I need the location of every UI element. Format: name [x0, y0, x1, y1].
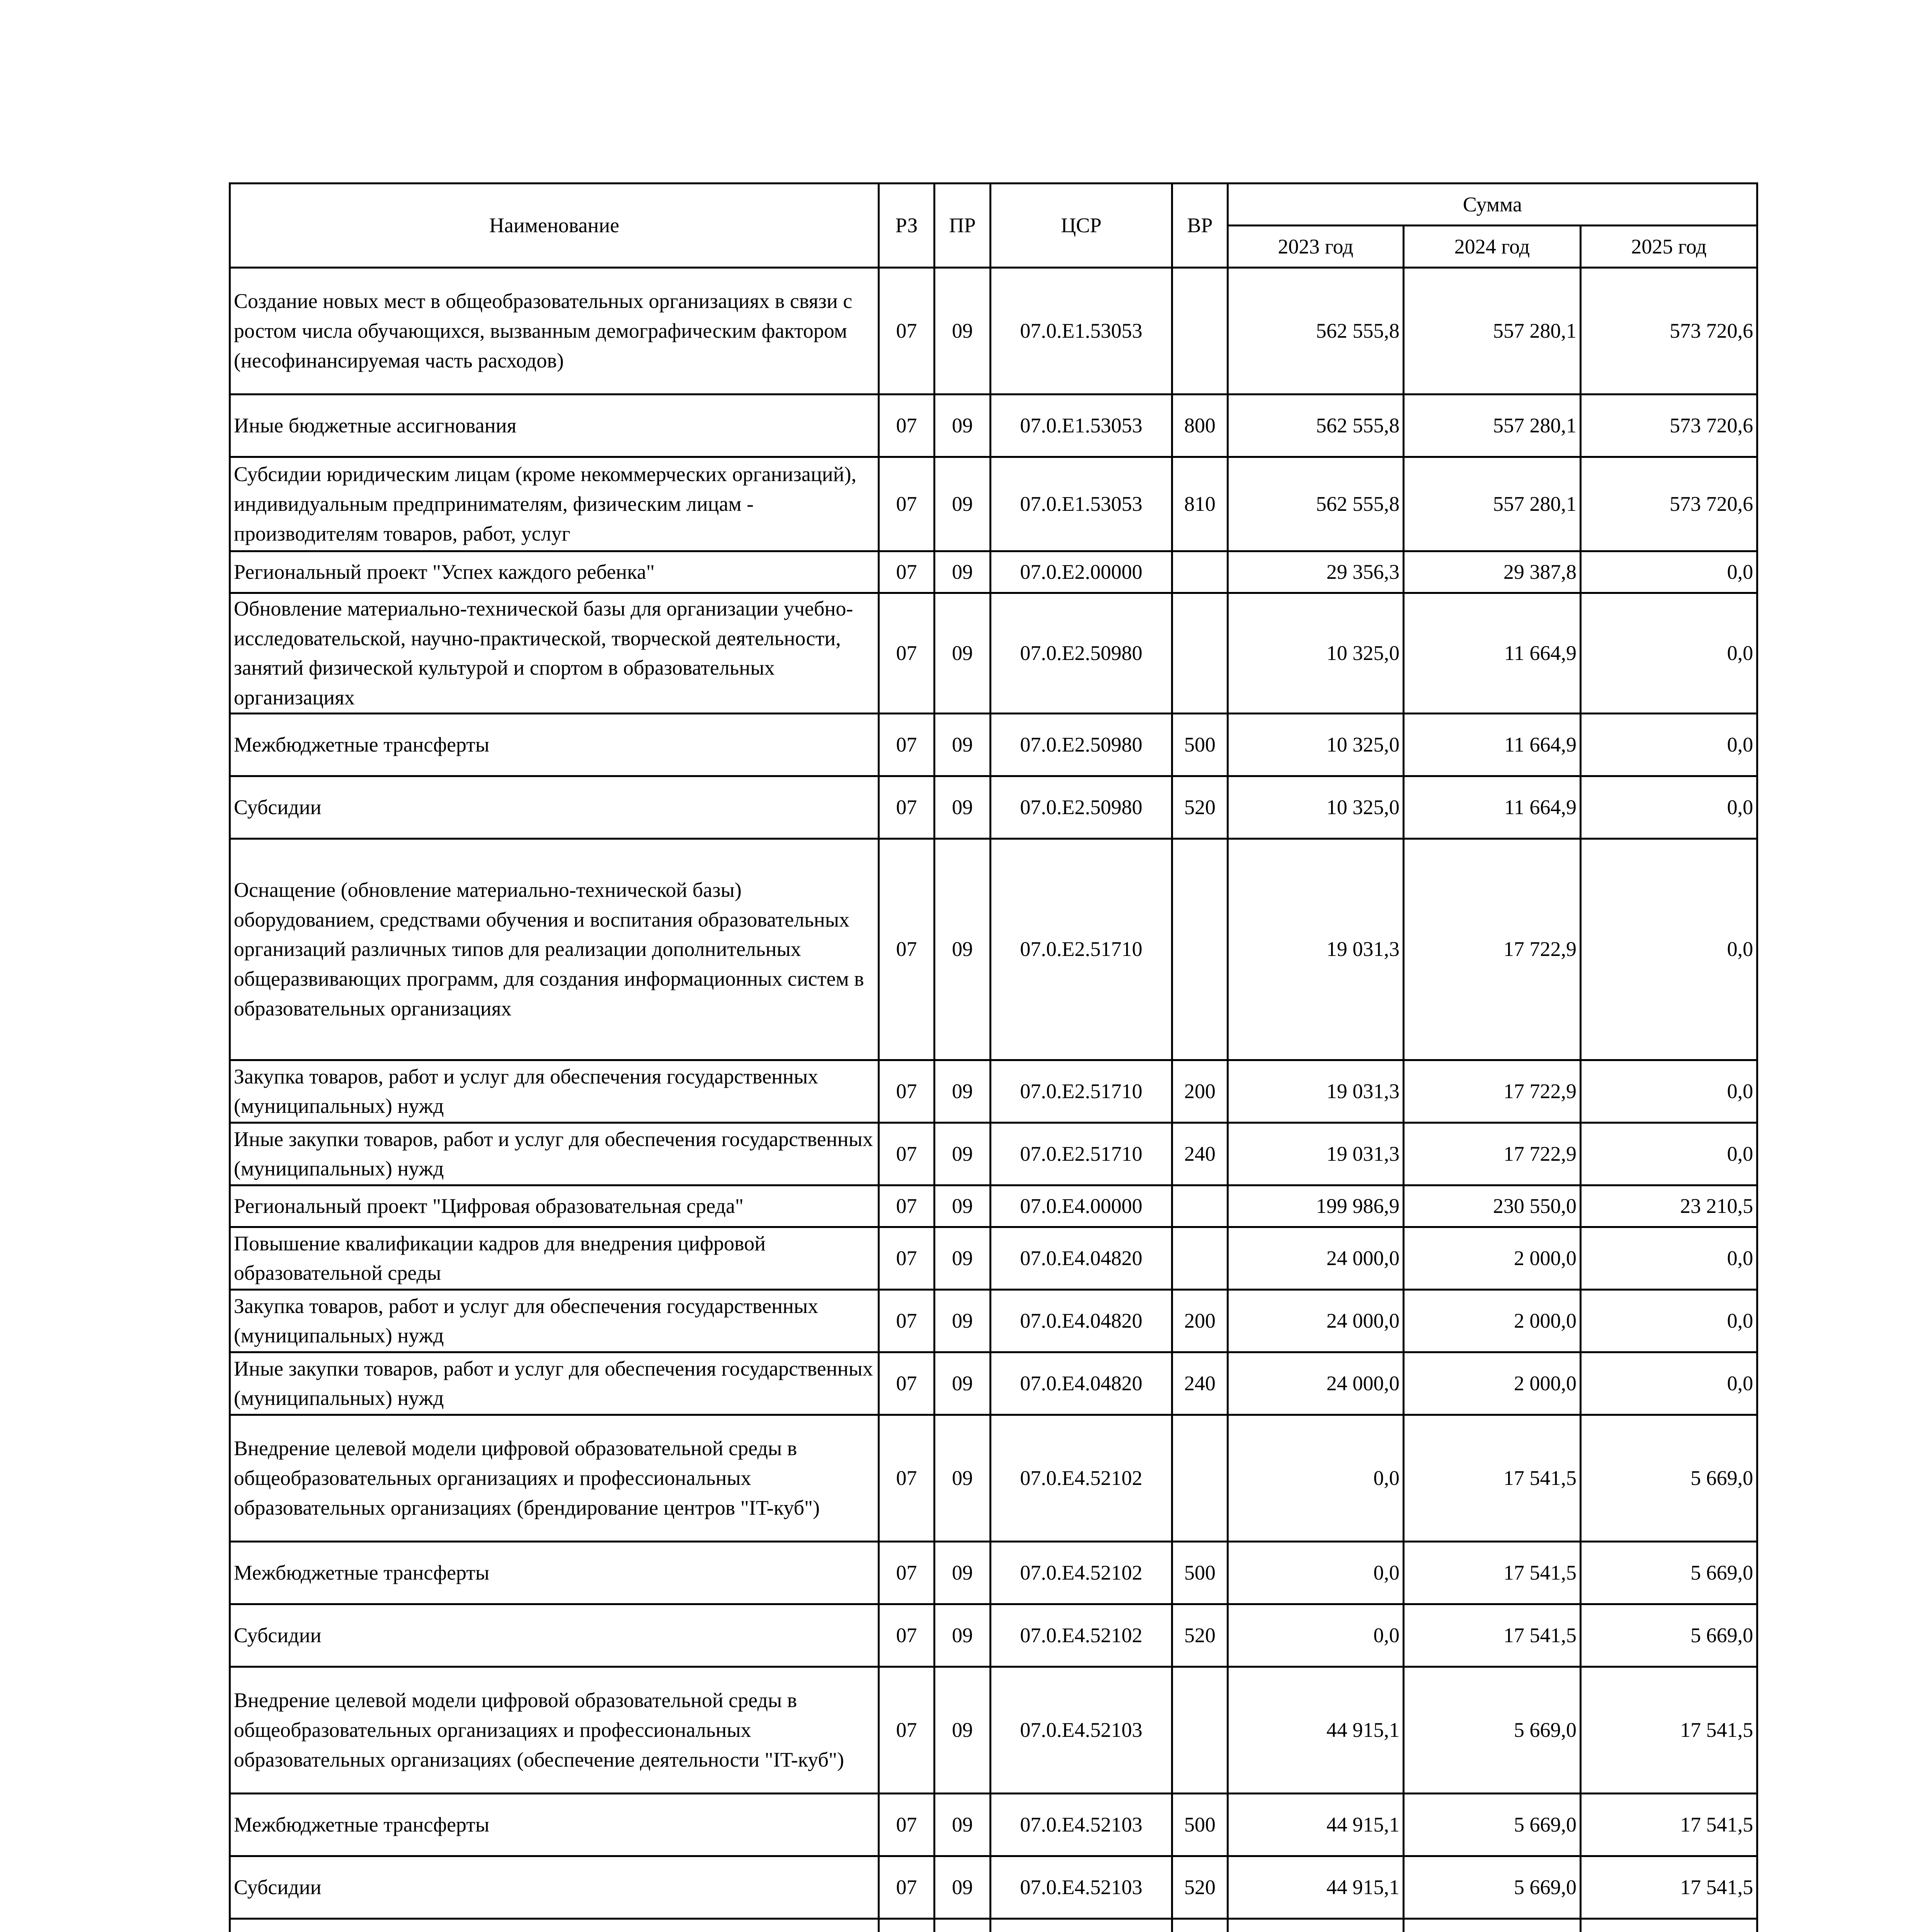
cell-y2024: 17 541,5 [1404, 1541, 1581, 1604]
cell-csr: 07.0.E2.51710 [991, 1060, 1172, 1122]
cell-pr: 09 [935, 1227, 991, 1289]
cell-y2024: 2 000,0 [1404, 1352, 1581, 1415]
cell-vr [1172, 1415, 1228, 1541]
budget-table [229, 182, 1758, 1932]
cell-rz: 07 [879, 551, 935, 593]
cell-name: Иные закупки товаров, работ и услуг для обеспечения государственных (муниципальных) нужд [230, 1122, 879, 1185]
cell-rz: 07 [879, 713, 935, 776]
table-body [230, 268, 1757, 1932]
cell-name: Региональный проект "Цифровая образовательная среда" [230, 1185, 879, 1227]
cell-pr [935, 1918, 991, 1932]
cell-name: Обновление материально-технической базы для организации учебно-исследовательской, научно-практической, творческой деятельности, занятий физической культурой и спортом в образовательных организациях [230, 593, 879, 714]
cell-pr: 09 [935, 1415, 991, 1541]
cell-name: Внедрение целевой модели цифровой образовательной среды в общеобразовательных организациях и профессиональных образовательных организациях (обеспечение деятельности "IT-куб") [230, 1667, 879, 1793]
cell-name: Иные закупки товаров, работ и услуг для обеспечения государственных (муниципальных) нужд [230, 1352, 879, 1415]
cell-y2023: 44 915,1 [1228, 1856, 1404, 1918]
table-row [230, 1185, 1757, 1227]
cell-rz: 07 [879, 1793, 935, 1856]
header-sum: Сумма [1228, 184, 1757, 226]
header-row [230, 184, 1757, 226]
cell-y2023: 10 325,0 [1228, 593, 1404, 714]
cell-csr: 07.0.E4.04820 [991, 1352, 1172, 1415]
cell-pr: 09 [935, 838, 991, 1060]
cell-y2025: 0,0 [1581, 593, 1757, 714]
cell-rz: 07 [879, 1227, 935, 1289]
cell-y2025: 573 720,6 [1581, 457, 1757, 551]
cell-y2024: 11 664,9 [1404, 713, 1581, 776]
table-row [230, 1060, 1757, 1122]
cell-pr: 09 [935, 1352, 991, 1415]
cell-y2025: 0,0 [1581, 1352, 1757, 1415]
cell-y2024: 2 000,0 [1404, 1227, 1581, 1289]
cell-rz: 07 [879, 1185, 935, 1227]
cell-vr: 200 [1172, 1060, 1228, 1122]
cell-rz: 07 [879, 1415, 935, 1541]
cell-name [230, 1918, 879, 1932]
cell-y2024: 230 550,0 [1404, 1185, 1581, 1227]
cell-y2024 [1404, 1918, 1581, 1932]
cell-vr: 520 [1172, 776, 1228, 838]
table-row [230, 593, 1757, 714]
cell-rz: 07 [879, 1856, 935, 1918]
header-vr: ВР [1172, 184, 1228, 268]
cell-csr: 07.0.E2.50980 [991, 776, 1172, 838]
table-row [230, 551, 1757, 593]
cell-csr: 07.0.E2.51710 [991, 838, 1172, 1060]
cell-y2025: 0,0 [1581, 838, 1757, 1060]
cell-vr [1172, 1185, 1228, 1227]
cell-csr: 07.0.E4.52103 [991, 1793, 1172, 1856]
cell-y2025: 0,0 [1581, 713, 1757, 776]
cell-y2025: 17 541,5 [1581, 1793, 1757, 1856]
cell-csr: 07.0.E4.52102 [991, 1541, 1172, 1604]
cell-y2024: 11 664,9 [1404, 776, 1581, 838]
table-row [230, 1352, 1757, 1415]
cell-csr: 07.0.E2.51710 [991, 1122, 1172, 1185]
cell-y2024: 5 669,0 [1404, 1793, 1581, 1856]
table-row [230, 1793, 1757, 1856]
table-row [230, 1604, 1757, 1667]
cell-rz: 07 [879, 593, 935, 714]
cell-pr: 09 [935, 1289, 991, 1352]
cell-csr: 07.0.E4.52103 [991, 1856, 1172, 1918]
cell-vr: 520 [1172, 1604, 1228, 1667]
table-row [230, 268, 1757, 395]
header-name: Наименование [230, 184, 879, 268]
cell-csr: 07.0.E2.00000 [991, 551, 1172, 593]
cell-y2025: 0,0 [1581, 1227, 1757, 1289]
cell-y2024: 5 669,0 [1404, 1667, 1581, 1793]
cell-csr: 07.0.E4.04820 [991, 1289, 1172, 1352]
cell-y2025: 573 720,6 [1581, 395, 1757, 457]
cell-vr: 500 [1172, 1541, 1228, 1604]
cell-pr: 09 [935, 1604, 991, 1667]
cell-name: Повышение квалификации кадров для внедрения цифровой образовательной среды [230, 1227, 879, 1289]
cell-name: Закупка товаров, работ и услуг для обеспечения государственных (муниципальных) нужд [230, 1060, 879, 1122]
cell-name: Закупка товаров, работ и услуг для обеспечения государственных (муниципальных) нужд [230, 1289, 879, 1352]
header-2025: 2025 год [1581, 226, 1757, 268]
cell-y2023: 19 031,3 [1228, 1060, 1404, 1122]
cell-csr: 07.0.E4.04820 [991, 1227, 1172, 1289]
cell-y2025: 17 541,5 [1581, 1856, 1757, 1918]
cell-y2023: 199 986,9 [1228, 1185, 1404, 1227]
table-row [230, 1667, 1757, 1793]
header-2024: 2024 год [1404, 226, 1581, 268]
cell-y2025: 5 669,0 [1581, 1415, 1757, 1541]
cell-pr: 09 [935, 1060, 991, 1122]
cell-vr [1172, 1667, 1228, 1793]
cell-vr: 520 [1172, 1856, 1228, 1918]
cell-pr: 09 [935, 395, 991, 457]
cell-vr: 240 [1172, 1352, 1228, 1415]
cell-pr: 09 [935, 1856, 991, 1918]
cell-vr: 500 [1172, 1793, 1228, 1856]
cell-y2024: 11 664,9 [1404, 593, 1581, 714]
cell-y2024: 557 280,1 [1404, 457, 1581, 551]
cell-name: Иные бюджетные ассигнования [230, 395, 879, 457]
cell-rz [879, 1918, 935, 1932]
cell-name: Субсидии [230, 1856, 879, 1918]
table-row [230, 838, 1757, 1060]
cell-y2023: 24 000,0 [1228, 1227, 1404, 1289]
cell-y2023: 24 000,0 [1228, 1352, 1404, 1415]
cell-rz: 07 [879, 268, 935, 395]
cell-csr: 07.0.E2.50980 [991, 713, 1172, 776]
cell-y2024: 17 722,9 [1404, 1122, 1581, 1185]
cell-vr [1172, 268, 1228, 395]
cell-y2025 [1581, 1918, 1757, 1932]
cell-rz: 07 [879, 1289, 935, 1352]
cell-y2025: 0,0 [1581, 1289, 1757, 1352]
cell-y2023: 562 555,8 [1228, 457, 1404, 551]
cell-y2024: 29 387,8 [1404, 551, 1581, 593]
cell-y2023: 19 031,3 [1228, 1122, 1404, 1185]
cell-rz: 07 [879, 457, 935, 551]
cell-y2023: 10 325,0 [1228, 713, 1404, 776]
cell-name: Субсидии [230, 776, 879, 838]
cell-vr [1172, 838, 1228, 1060]
cell-csr: 07.0.E2.50980 [991, 593, 1172, 714]
cell-y2024: 17 541,5 [1404, 1415, 1581, 1541]
cell-rz: 07 [879, 1667, 935, 1793]
header-2023: 2023 год [1228, 226, 1404, 268]
cell-y2023: 44 915,1 [1228, 1793, 1404, 1856]
cell-y2025: 5 669,0 [1581, 1541, 1757, 1604]
cell-y2024: 2 000,0 [1404, 1289, 1581, 1352]
cell-y2023: 10 325,0 [1228, 776, 1404, 838]
table-row [230, 457, 1757, 551]
cell-pr: 09 [935, 776, 991, 838]
cell-pr: 09 [935, 593, 991, 714]
cell-y2024: 5 669,0 [1404, 1856, 1581, 1918]
cell-y2023: 24 000,0 [1228, 1289, 1404, 1352]
cell-rz: 07 [879, 1122, 935, 1185]
cell-y2023: 19 031,3 [1228, 838, 1404, 1060]
cell-y2025: 0,0 [1581, 776, 1757, 838]
cell-y2023: 0,0 [1228, 1604, 1404, 1667]
cell-name: Межбюджетные трансферты [230, 1793, 879, 1856]
cell-csr: 07.0.E4.52102 [991, 1604, 1172, 1667]
cell-y2024: 557 280,1 [1404, 268, 1581, 395]
cell-rz: 07 [879, 1604, 935, 1667]
cell-pr: 09 [935, 1122, 991, 1185]
cell-pr: 09 [935, 1793, 991, 1856]
cell-pr: 09 [935, 1185, 991, 1227]
cell-csr: 07.0.E4.00000 [991, 1185, 1172, 1227]
cell-y2025: 5 669,0 [1581, 1604, 1757, 1667]
cell-vr [1172, 593, 1228, 714]
table-row [230, 1856, 1757, 1918]
cell-csr: 07.0.E1.53053 [991, 268, 1172, 395]
cell-vr [1172, 1918, 1228, 1932]
cell-y2025: 23 210,5 [1581, 1185, 1757, 1227]
cell-vr: 200 [1172, 1289, 1228, 1352]
cell-y2024: 17 541,5 [1404, 1604, 1581, 1667]
cell-y2025: 0,0 [1581, 551, 1757, 593]
table-row [230, 1541, 1757, 1604]
cell-rz: 07 [879, 838, 935, 1060]
cell-y2023: 44 915,1 [1228, 1667, 1404, 1793]
table-row [230, 1918, 1757, 1932]
cell-rz: 07 [879, 776, 935, 838]
cell-y2024: 17 722,9 [1404, 1060, 1581, 1122]
cell-y2023 [1228, 1918, 1404, 1932]
cell-y2024: 17 722,9 [1404, 838, 1581, 1060]
cell-csr: 07.0.E1.53053 [991, 395, 1172, 457]
cell-y2025: 17 541,5 [1581, 1667, 1757, 1793]
cell-vr: 800 [1172, 395, 1228, 457]
cell-name: Субсидии юридическим лицам (кроме некоммерческих организаций), индивидуальным предпринимателям, физическим лицам - производителям товаров, работ, услуг [230, 457, 879, 551]
table-row [230, 1122, 1757, 1185]
cell-pr: 09 [935, 457, 991, 551]
cell-name: Межбюджетные трансферты [230, 1541, 879, 1604]
cell-pr: 09 [935, 268, 991, 395]
cell-csr [991, 1918, 1172, 1932]
cell-name: Создание новых мест в общеобразовательных организациях в связи с ростом числа обучающихся, вызванным демографическим фактором (несофинансируемая часть расходов) [230, 268, 879, 395]
cell-y2023: 562 555,8 [1228, 395, 1404, 457]
table-row [230, 1289, 1757, 1352]
cell-pr: 09 [935, 713, 991, 776]
table-row [230, 713, 1757, 776]
cell-pr: 09 [935, 551, 991, 593]
cell-y2023: 29 356,3 [1228, 551, 1404, 593]
cell-rz: 07 [879, 1060, 935, 1122]
cell-rz: 07 [879, 1352, 935, 1415]
table-row [230, 1415, 1757, 1541]
table-row [230, 1227, 1757, 1289]
cell-vr: 810 [1172, 457, 1228, 551]
cell-y2024: 557 280,1 [1404, 395, 1581, 457]
header-rz: РЗ [879, 184, 935, 268]
cell-rz: 07 [879, 395, 935, 457]
cell-name: Межбюджетные трансферты [230, 713, 879, 776]
cell-y2025: 0,0 [1581, 1122, 1757, 1185]
cell-csr: 07.0.E4.52103 [991, 1667, 1172, 1793]
cell-vr: 500 [1172, 713, 1228, 776]
header-pr: ПР [935, 184, 991, 268]
cell-name: Оснащение (обновление материально-технической базы) оборудованием, средствами обучения и воспитания образовательных организаций различных типов для реализации дополнительных общеразвивающих программ, для создания информационных систем в образовательных организациях [230, 838, 879, 1060]
cell-y2023: 0,0 [1228, 1541, 1404, 1604]
cell-vr [1172, 1227, 1228, 1289]
cell-csr: 07.0.E4.52102 [991, 1415, 1172, 1541]
header-csr: ЦСР [991, 184, 1172, 268]
cell-vr: 240 [1172, 1122, 1228, 1185]
cell-rz: 07 [879, 1541, 935, 1604]
cell-name: Региональный проект "Успех каждого ребенка" [230, 551, 879, 593]
cell-pr: 09 [935, 1667, 991, 1793]
table-row [230, 776, 1757, 838]
cell-y2025: 0,0 [1581, 1060, 1757, 1122]
cell-name: Субсидии [230, 1604, 879, 1667]
cell-y2023: 0,0 [1228, 1415, 1404, 1541]
cell-y2023: 562 555,8 [1228, 268, 1404, 395]
cell-y2025: 573 720,6 [1581, 268, 1757, 395]
table-row [230, 395, 1757, 457]
cell-vr [1172, 551, 1228, 593]
cell-csr: 07.0.E1.53053 [991, 457, 1172, 551]
cell-name: Внедрение целевой модели цифровой образовательной среды в общеобразовательных организациях и профессиональных образовательных организациях (брендирование центров "IT-куб") [230, 1415, 879, 1541]
cell-pr: 09 [935, 1541, 991, 1604]
